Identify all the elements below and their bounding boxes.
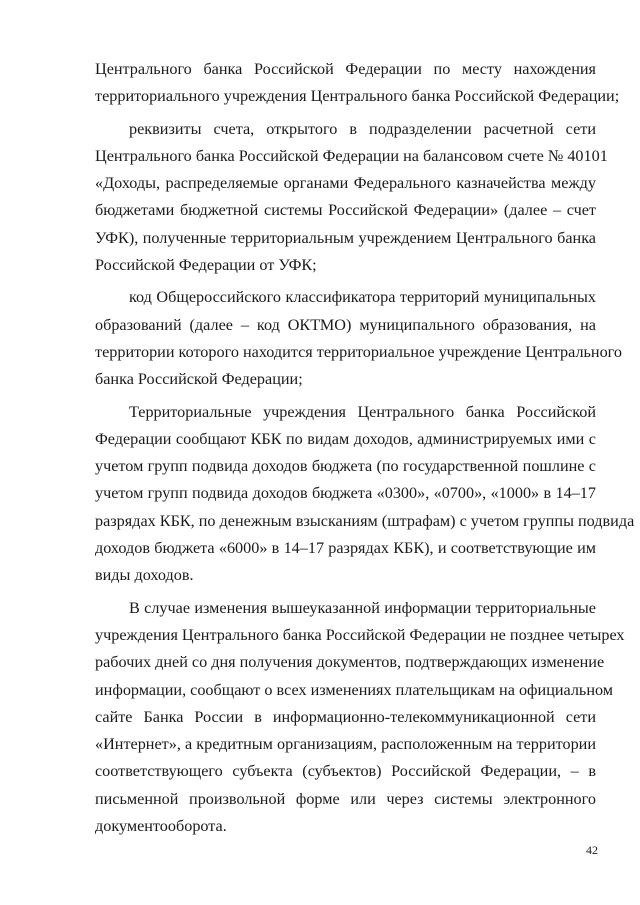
- text-line: доходов бюджета «6000» в 14–17 разрядах КБК), и соответствующие им: [95, 539, 596, 558]
- text-line: «Интернет», а кредитным организациям, расположенным на территории: [95, 735, 596, 754]
- text-line: образований (далее – код ОКТМО) муниципального образования, на: [95, 315, 596, 334]
- text-line: Территориальные учреждения Центрального банка Российской: [129, 402, 596, 421]
- text-line: рабочих дней со дня получения документов, подтверждающих изменение: [95, 653, 605, 672]
- text-line: В случае изменения вышеуказанной информации территориальные: [129, 598, 596, 617]
- text-line: УФК), полученные территориальным учреждением Центрального банка: [95, 228, 596, 247]
- text-line: Российской Федерации от УФК;: [95, 256, 317, 275]
- text-line: код Общероссийского классификатора территорий муниципальных: [129, 288, 596, 307]
- text-line: разрядах КБК, по денежным взысканиям (штрафам) с учетом группы подвида: [95, 511, 635, 530]
- text-line: территориального учреждения Центрального банка Российской Федерации;: [95, 87, 620, 106]
- text-line: учреждения Центрального банка Российской Федерации не позднее четырех: [95, 625, 625, 644]
- page-number: 42: [586, 843, 598, 857]
- text-line: письменной произвольной форме или через системы электронного: [95, 789, 596, 808]
- paragraph: [95, 56, 620, 111]
- text-line: учетом групп подвида доходов бюджета (по государственной пошлине с: [95, 457, 596, 476]
- text-line: банка Российской Федерации;: [95, 370, 303, 389]
- text-line: «Доходы, распределяемые органами Федерального казначейства между: [95, 174, 596, 193]
- text-line: Федерации сообщают КБК по видам доходов, администрируемых ими с: [95, 429, 596, 448]
- document-body: [95, 56, 635, 840]
- text-line: информации, сообщают о всех изменениях плательщикам на официальном: [95, 680, 614, 699]
- paragraph: [95, 284, 623, 393]
- text-line: бюджетами бюджетной системы Российской Федерации» (далее – счет: [95, 201, 596, 220]
- text-line: реквизиты счета, открытого в подразделении расчетной сети: [129, 119, 596, 138]
- text-line: документооборота.: [95, 817, 227, 836]
- paragraph: [95, 595, 625, 841]
- text-line: сайте Банка России в информационно-телекоммуникационной сети: [95, 707, 596, 726]
- text-line: виды доходов.: [95, 566, 194, 585]
- text-line: территории которого находится территориальное учреждение Центрального: [95, 342, 623, 361]
- text-line: учетом групп подвида доходов бюджета «0300», «0700», «1000» в 14–17: [95, 484, 596, 503]
- paragraph: [95, 399, 635, 590]
- text-line: Центрального банка Российской Федерации по месту нахождения: [95, 60, 596, 78]
- paragraph: [95, 116, 608, 280]
- text-line: соответствующего субъекта (субъектов) Российской Федерации, – в: [95, 762, 596, 781]
- text-line: Центрального банка Российской Федерации на балансовом счете № 40101: [95, 146, 608, 165]
